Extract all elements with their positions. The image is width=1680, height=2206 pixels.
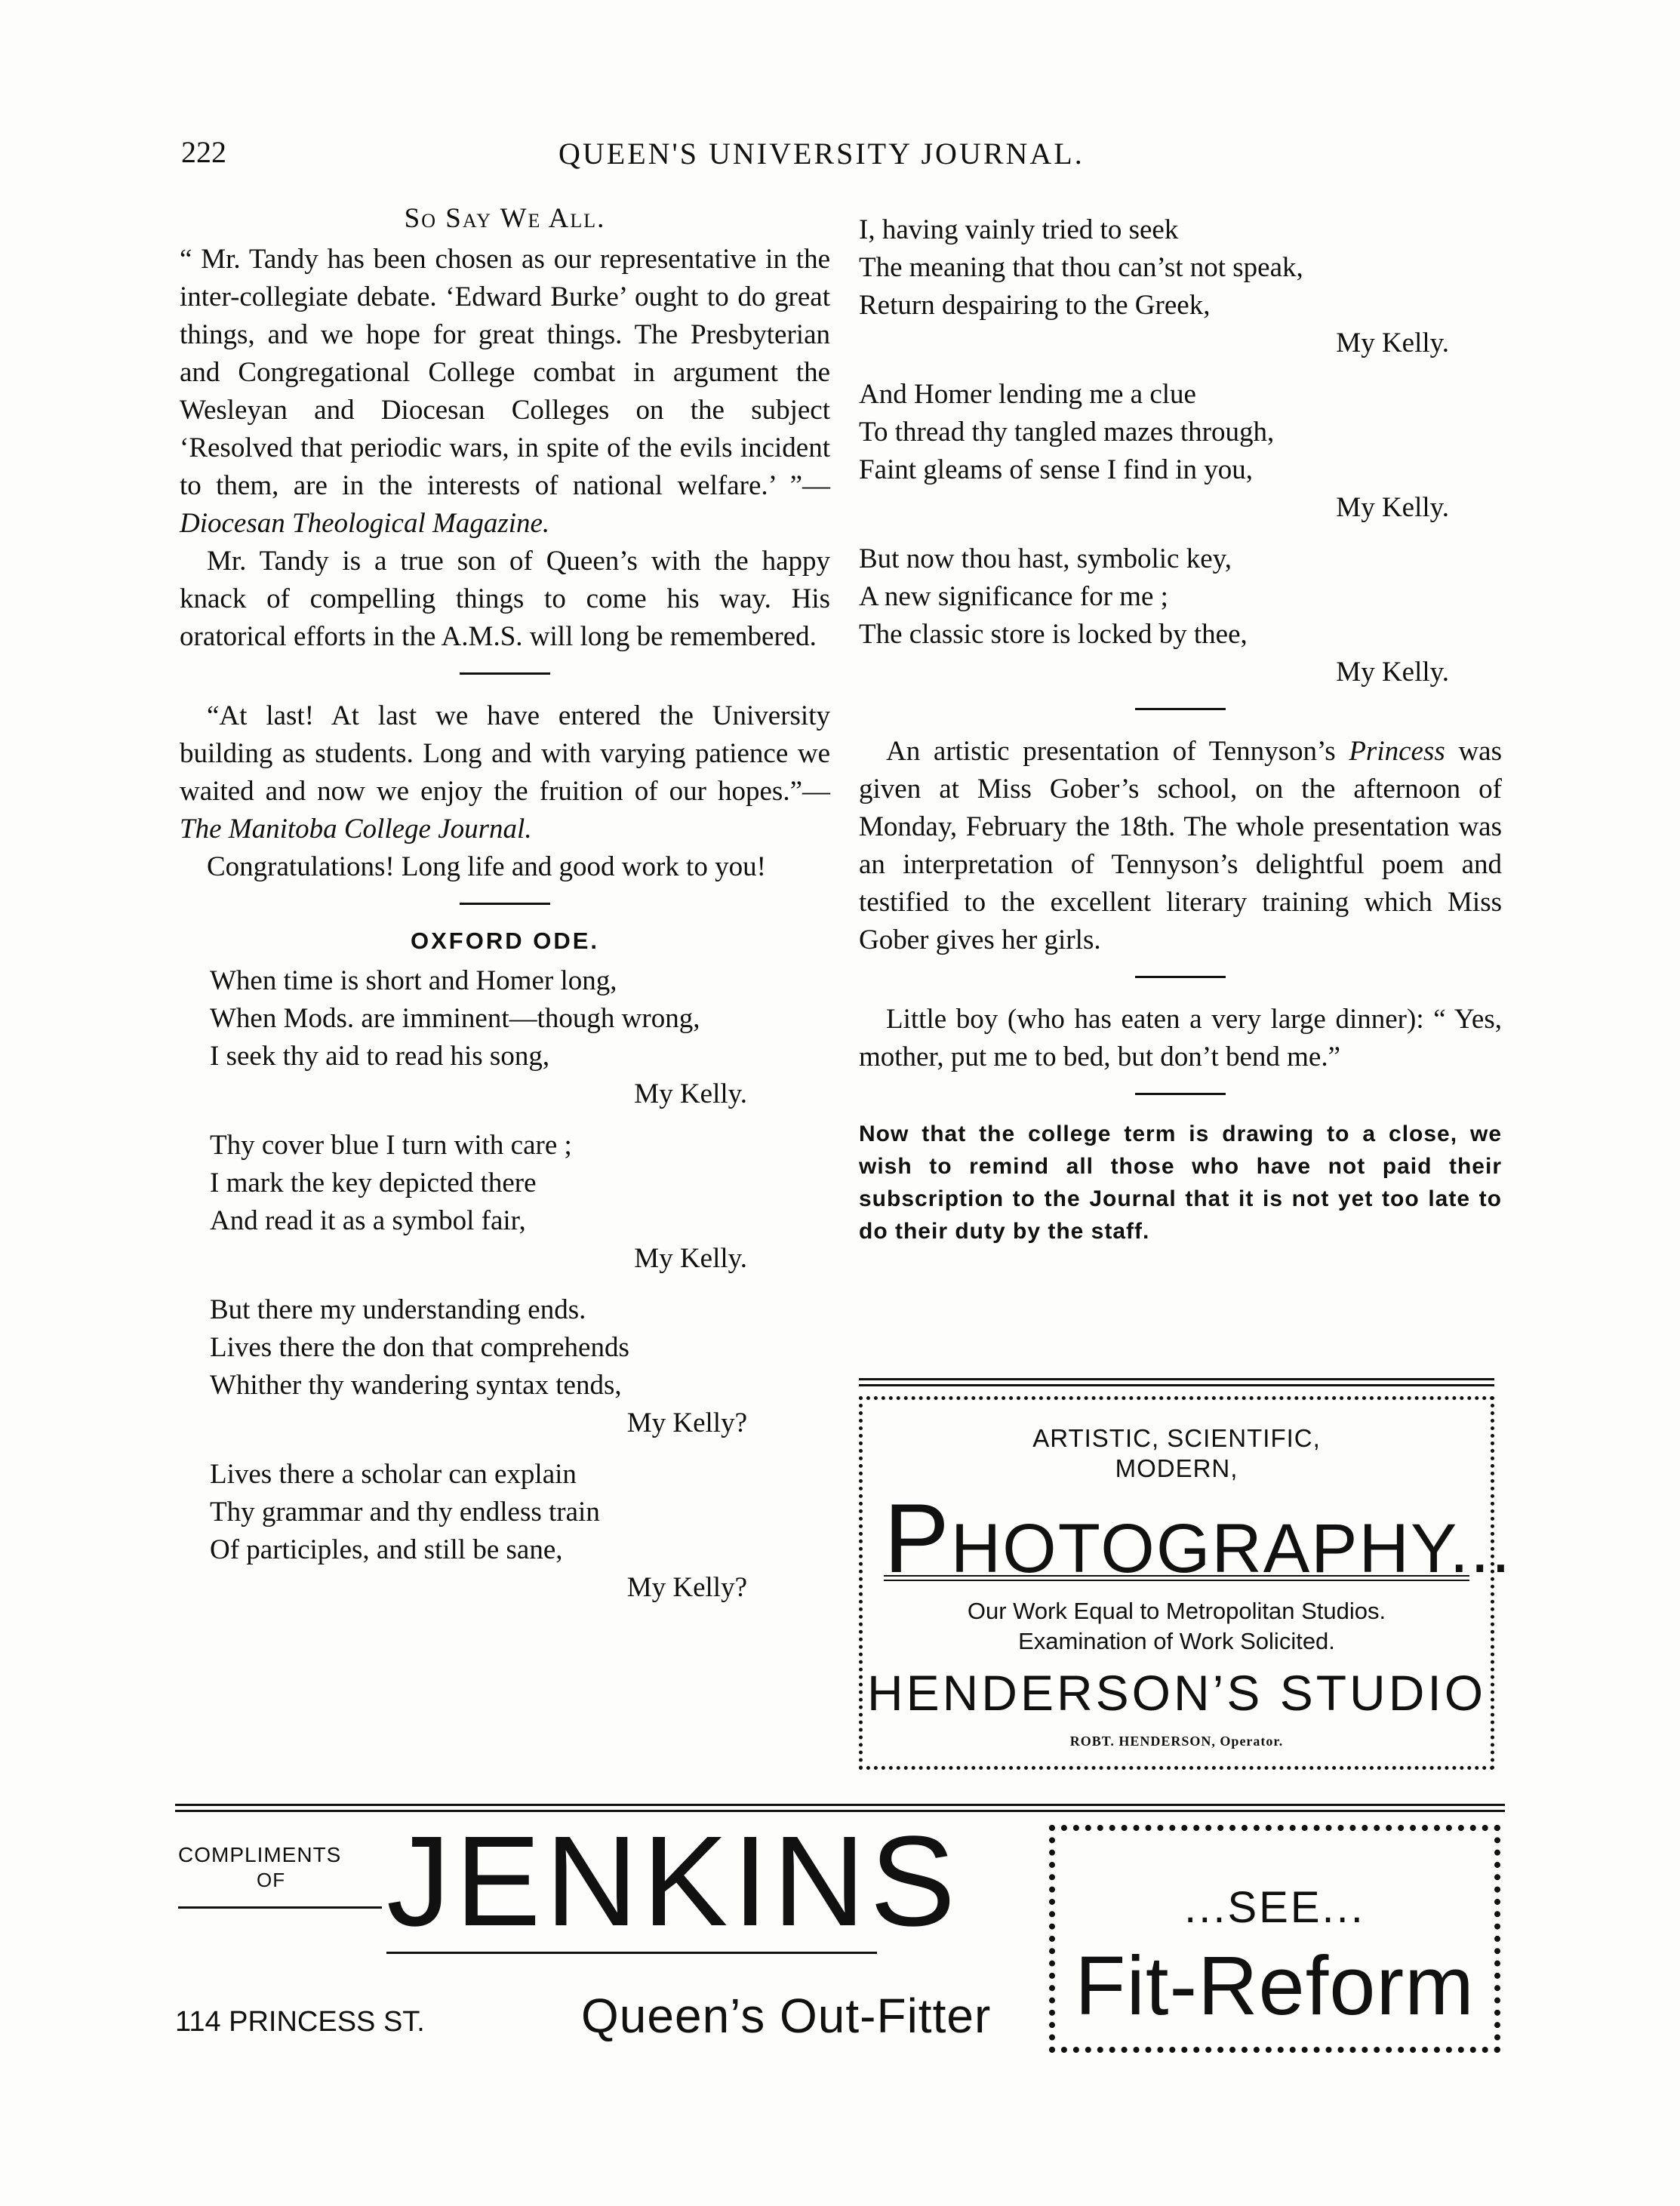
verse-line: But there my understanding ends.: [210, 1294, 586, 1325]
verse-line: The meaning that thou can’st not speak,: [859, 252, 1303, 283]
compliments-label: COMPLIMENTS: [178, 1843, 342, 1866]
ode-stanza: [180, 1291, 830, 1442]
studio-operator: ROBT. HENDERSON, Operator.: [1069, 1734, 1284, 1749]
verse-line: When Mods. are imminent—though wrong,: [210, 1003, 700, 1034]
journal-title: QUEEN'S UNIVERSITY JOURNAL.: [558, 137, 1085, 171]
verse-refrain: My Kelly.: [1336, 492, 1449, 523]
verse-line: The classic store is locked by thee,: [859, 619, 1248, 650]
ad-rule: [859, 1378, 1494, 1386]
running-header: [181, 134, 1177, 180]
jenkins-tagline: Queen’s Out-Fitter: [581, 1989, 992, 2043]
verse-line: Whither thy wandering syntax tends,: [210, 1370, 622, 1401]
photo-ad-line4: Examination of Work Solicited.: [1018, 1628, 1335, 1654]
photography-rest: HOTOGRAPHY...: [950, 1510, 1512, 1587]
verse-line: Thy grammar and thy endless train: [210, 1497, 600, 1528]
divider: [1135, 1093, 1226, 1095]
verse-refrain: My Kelly?: [626, 1572, 747, 1603]
photo-ad-rule: [884, 1575, 1469, 1581]
jenkins-name: JENKINS: [386, 1810, 960, 1953]
ode-stanza: [180, 962, 830, 1113]
verse-line: I, having vainly tried to seek: [859, 214, 1179, 245]
right-column: [859, 211, 1502, 1248]
manitoba-quote-text: “At last! At last we have entered the University building as students. Long and with varying patience we waited and now we enjoy the fruition of our hopes.”—: [180, 700, 830, 807]
verse-refrain: My Kelly?: [626, 1408, 747, 1438]
ode-stanza: [180, 1456, 830, 1607]
congratulations: Congratulations! Long life and good work to you!: [207, 851, 766, 882]
ode-title: OXFORD ODE.: [410, 928, 599, 954]
of-label: OF: [257, 1869, 286, 1891]
ode-stanza: [859, 376, 1502, 527]
verse-line: Lives there a scholar can explain: [210, 1459, 577, 1490]
verse-line: A new significance for me ;: [859, 581, 1168, 612]
divider: [460, 903, 550, 905]
verse-line: And Homer lending me a clue: [859, 379, 1196, 410]
verse-refrain: My Kelly.: [1336, 657, 1449, 688]
manitoba-quote: [180, 697, 830, 848]
see-label: ...SEE...: [1184, 1883, 1365, 1932]
divider: [1135, 976, 1226, 978]
verse-refrain: My Kelly.: [1336, 328, 1449, 358]
verse-line: I mark the key depicted there: [210, 1168, 537, 1198]
divider: [1135, 708, 1226, 710]
photo-ad-line1: ARTISTIC, SCIENTIFIC,: [1032, 1424, 1321, 1452]
fit-reform-brand: Fit-Reform: [1075, 1940, 1475, 2032]
verse-refrain: My Kelly.: [634, 1078, 747, 1109]
verse-line: To thread thy tangled mazes through,: [859, 417, 1275, 448]
verse-refrain: My Kelly.: [634, 1243, 747, 1274]
photo-ad-line2: MODERN,: [1115, 1454, 1238, 1482]
subscription-notice: Now that the college term is drawing to a close, we wish to remind all those who have not paid their subscription to the Journal that it is not yet too late to do their duty by the staff.: [859, 1121, 1502, 1244]
verse-line: Lives there the don that comprehends: [210, 1332, 629, 1363]
studio-name: HENDERSON’S STUDIO: [866, 1665, 1487, 1721]
verse-line: I seek thy aid to read his song,: [210, 1041, 550, 1072]
princess-title: Princess: [1349, 736, 1445, 767]
manitoba-quote-source: The Manitoba College Journal.: [180, 814, 532, 845]
page-number: 222: [181, 135, 226, 169]
princess-text-a: An artistic presentation of Tennyson’s: [886, 736, 1349, 767]
verse-line: And read it as a symbol fair,: [210, 1205, 526, 1236]
tandy-quote-source: Diocesan Theological Magazine.: [180, 508, 550, 539]
jenkins-address: 114 PRINCESS ST.: [175, 2006, 425, 2038]
verse-line: Faint gleams of sense I find in you,: [859, 454, 1254, 485]
fit-reform-ad: [1049, 1825, 1500, 2053]
of-rule: [178, 1906, 382, 1909]
tandy-quote: [180, 241, 830, 543]
princess-text-b: was given at Miss Gober’s school, on the afternoon of Monday, February the 18th. The whole presentation was an interpretation of Tennyson’s delightful poem and testified to the excellent literary training which Miss Gober gives her girls.: [859, 736, 1502, 955]
tandy-quote-text: “ Mr. Tandy has been chosen as our representative in the inter-collegiate debate. ‘Edward Burke’ ought to do great things, and we hope for great things. The Presbyterian and Congregational College combat in argument the Wesleyan and Diocesan Colleges on the subject ‘Resolved that periodic wars, in spite of the evils incident to them, are in the interests of national welfare.’ ”—: [180, 244, 830, 501]
ode-stanza: [180, 1127, 830, 1278]
ode-stanza: [859, 540, 1502, 691]
jenkins-rule: [386, 1952, 877, 1954]
verse-line: Of participles, and still be sane,: [210, 1534, 563, 1565]
verse-line: But now thou hast, symbolic key,: [859, 543, 1232, 574]
verse-line: Thy cover blue I turn with care ;: [210, 1130, 572, 1161]
left-column: [180, 202, 830, 1620]
verse-line: When time is short and Homer long,: [210, 965, 617, 996]
little-boy-joke: Little boy (who has eaten a very large dinner): “ Yes, mother, put me to bed, but don’t bend me.”: [859, 1004, 1502, 1072]
princess-paragraph: [859, 733, 1502, 959]
verse-line: Return despairing to the Greek,: [859, 290, 1211, 321]
photography-ad: [859, 1396, 1512, 1770]
photography-initial: P: [884, 1483, 951, 1593]
section-title: So Say We All.: [404, 203, 606, 234]
photo-ad-line3: Our Work Equal to Metropolitan Studios.: [967, 1598, 1386, 1624]
tandy-comment: Mr. Tandy is a true son of Queen’s with the happy knack of compelling things to come his way. His oratorical efforts in the A.M.S. will long be remembered.: [180, 546, 830, 652]
divider: [460, 672, 550, 675]
ode-stanza: [859, 211, 1502, 362]
